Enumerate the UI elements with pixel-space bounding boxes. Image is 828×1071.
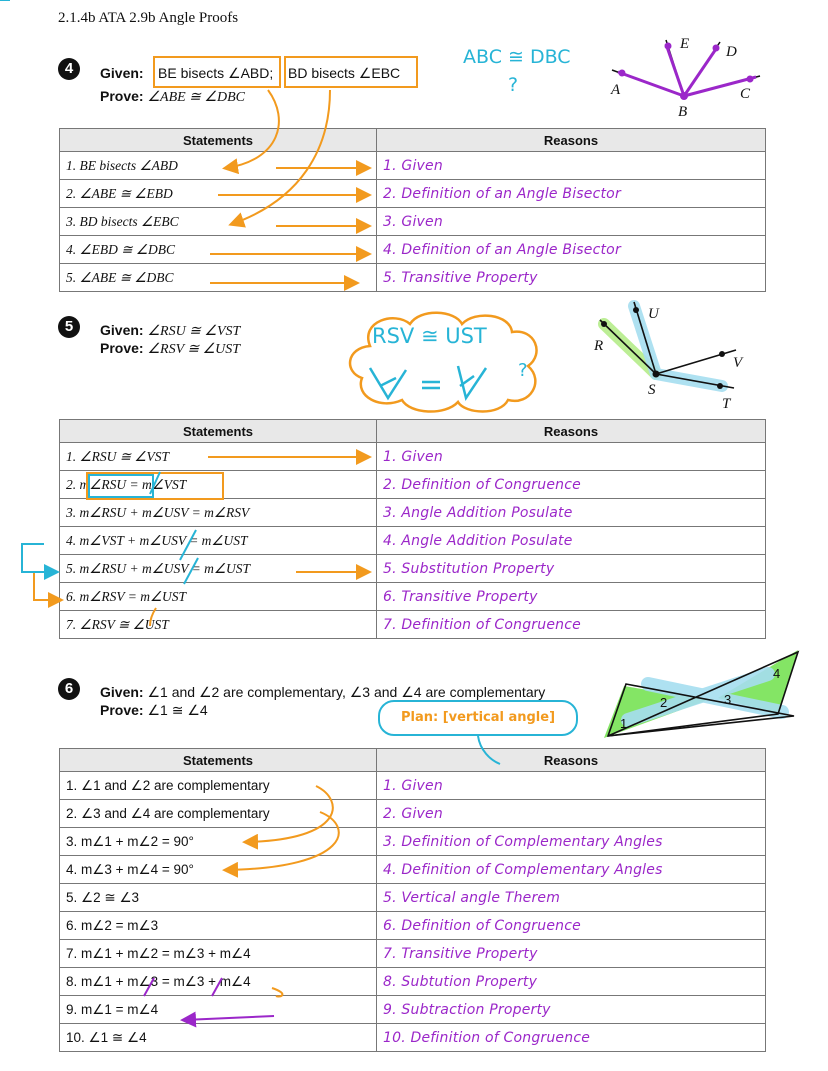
figure-angle-ebd [600, 30, 780, 125]
row-number: 4. [66, 861, 78, 877]
figure-vertical-angles [598, 648, 803, 748]
statements-header: Statements [60, 129, 377, 152]
row-number: 8. [66, 973, 78, 989]
angle-2-label: 2 [660, 695, 668, 710]
statement: m∠3 + m∠4 = 90° [81, 861, 194, 877]
row-number: 3. [66, 504, 77, 520]
point-e: E [680, 36, 690, 52]
row-number: 1. [66, 777, 78, 793]
table-row [60, 828, 766, 856]
row-number: 3. [66, 833, 78, 849]
figure-angle-rsu [590, 296, 750, 406]
table-row [60, 583, 766, 611]
point-d: D [726, 44, 737, 60]
row-number: 1. [66, 448, 77, 464]
table-row [60, 443, 766, 471]
given-6-statement: ∠1 and ∠2 are complementary, ∠3 and ∠4 are complementary [147, 684, 546, 700]
statement: m∠RSU + m∠USV = m∠RSV [79, 504, 250, 520]
statements-header: Statements [60, 749, 377, 772]
statement: ∠ABE ≅ ∠EBD [79, 185, 173, 201]
row-number: 4. [66, 532, 77, 548]
angle-4-label: 4 [773, 666, 781, 681]
point-v: V [733, 355, 743, 371]
given-label: Given: [100, 65, 144, 81]
statements-header: Statements [60, 420, 377, 443]
row-number: 7. [66, 945, 78, 961]
statement: ∠2 ≅ ∠3 [81, 889, 140, 905]
statement: m∠RSU = m∠VST [79, 476, 187, 492]
reason: 8. Subtution Property [377, 968, 766, 996]
prove-label: Prove: [100, 340, 144, 356]
statement: BD bisects ∠EBC [79, 213, 179, 229]
reason: 4. Definition of Complementary Angles [377, 856, 766, 884]
row-number: 2. [66, 805, 78, 821]
statement: m∠RSU + m∠USV = m∠UST [79, 560, 251, 576]
reason: 4. Definition of an Angle Bisector [377, 236, 766, 264]
statement: ∠3 and ∠4 are complementary [81, 805, 270, 821]
problem-6-prove [100, 700, 208, 720]
row-number: 9. [66, 1001, 78, 1017]
table-row [60, 772, 766, 800]
row-number: 2. [66, 476, 77, 492]
statement: m∠1 = m∠4 [81, 1001, 159, 1017]
reason: 5. Transitive Property [377, 264, 766, 292]
row-number: 6. [66, 588, 77, 604]
statement: m∠VST + m∠USV = m∠UST [79, 532, 248, 548]
reason: 6. Definition of Congruence [377, 912, 766, 940]
statement: ∠ABE ≅ ∠DBC [79, 269, 174, 285]
row-number: 2. [66, 185, 77, 201]
table-row [60, 912, 766, 940]
row-number: 5. [66, 889, 78, 905]
problem-5-number: 5 [58, 316, 80, 338]
reason: 6. Transitive Property [377, 583, 766, 611]
problem-4-prove [100, 86, 245, 108]
point-u: U [648, 306, 659, 322]
reason: 5. Vertical angle Therem [377, 884, 766, 912]
reason: 2. Definition of Congruence [377, 471, 766, 499]
table-row [60, 940, 766, 968]
problem-5-prove [100, 338, 240, 360]
prove-label: Prove: [100, 88, 144, 104]
table-row [60, 236, 766, 264]
statement: m∠2 = m∠3 [81, 917, 159, 933]
point-r: R [594, 338, 604, 354]
row-number: 6. [66, 917, 78, 933]
table-row [60, 1024, 766, 1052]
point-s: S [648, 382, 656, 398]
reason: 1. Given [377, 152, 766, 180]
statement: ∠EBD ≅ ∠DBC [79, 241, 176, 257]
row-number: 5. [66, 269, 77, 285]
statement: BE bisects ∠ABD [79, 157, 178, 173]
problem-4-number: 4 [58, 58, 80, 80]
cloud-question: ? [518, 360, 528, 381]
plan-bubble: Plan: [vertical angle] [378, 700, 578, 736]
prove-6-statement: ∠1 ≅ ∠4 [147, 702, 208, 718]
reason: 7. Transitive Property [377, 940, 766, 968]
reason: 3. Definition of Complementary Angles [377, 828, 766, 856]
table-row [60, 800, 766, 828]
table-row [60, 180, 766, 208]
note-abc-dbc: ABC ≅ DBC [463, 46, 571, 68]
prove-label: Prove: [100, 702, 144, 718]
table-row [60, 968, 766, 996]
reason: 7. Definition of Congruence [377, 611, 766, 639]
table-row [60, 264, 766, 292]
cloud-text: RSV ≅ UST [372, 324, 487, 348]
given-5-statement: ∠RSU ≅ ∠VST [147, 324, 241, 339]
table-row [60, 611, 766, 639]
row-number: 3. [66, 213, 77, 229]
proof-table-4 [59, 128, 766, 292]
row-number: 7. [66, 616, 77, 632]
table-row [60, 499, 766, 527]
statement: ∠RSU ≅ ∠VST [79, 448, 170, 464]
statement: m∠1 + m∠3 = m∠3 + m∠4 [81, 973, 251, 989]
statement: ∠1 ≅ ∠4 [88, 1029, 147, 1045]
note-question: ? [508, 74, 519, 96]
row-number: 10. [66, 1029, 85, 1045]
table-row [60, 856, 766, 884]
point-t: T [722, 396, 731, 412]
statement: m∠1 + m∠2 = m∠3 + m∠4 [81, 945, 251, 961]
reason: 1. Given [377, 772, 766, 800]
reason: 2. Definition of an Angle Bisector [377, 180, 766, 208]
reason: 3. Given [377, 208, 766, 236]
given-label: Given: [100, 322, 144, 338]
row-number: 1. [66, 157, 77, 173]
problem-6-number: 6 [58, 678, 80, 700]
statement: m∠1 + m∠2 = 90° [81, 833, 194, 849]
reason: 3. Angle Addition Posulate [377, 499, 766, 527]
proof-table-5 [59, 419, 766, 639]
problem-6-given [100, 682, 545, 702]
row-number: 5. [66, 560, 77, 576]
reason: 4. Angle Addition Posulate [377, 527, 766, 555]
angle-1-label: 1 [620, 716, 628, 731]
point-c: C [740, 86, 751, 102]
row-number: 4. [66, 241, 77, 257]
given-4-part2: BD bisects ∠EBC [288, 65, 401, 81]
problem-4-given [100, 63, 401, 83]
point-a: A [611, 82, 621, 98]
table-row [60, 996, 766, 1024]
table-row [60, 527, 766, 555]
table-row [60, 152, 766, 180]
reasons-header: Reasons [377, 749, 766, 772]
table-row [60, 555, 766, 583]
highlight-box-orange [86, 472, 224, 500]
angle-3-label: 3 [724, 692, 732, 707]
table-row [60, 884, 766, 912]
given-label: Given: [100, 684, 144, 700]
statement: ∠1 and ∠2 are complementary [81, 777, 270, 793]
reason: 5. Substitution Property [377, 555, 766, 583]
reasons-header: Reasons [377, 129, 766, 152]
given-4-part1: BE bisects ∠ABD; [158, 65, 274, 81]
point-b: B [678, 104, 688, 120]
reasons-header: Reasons [377, 420, 766, 443]
prove-4-statement: ∠ABE ≅ ∠DBC [147, 90, 245, 105]
reason: 2. Given [377, 800, 766, 828]
reason: 1. Given [377, 443, 766, 471]
reason: 10. Definition of Congruence [377, 1024, 766, 1052]
statement: m∠RSV = m∠UST [79, 588, 187, 604]
statement: ∠RSV ≅ ∠UST [79, 616, 169, 632]
proof-table-6 [59, 748, 766, 1052]
table-row [60, 208, 766, 236]
reason: 9. Subtraction Property [377, 996, 766, 1024]
prove-5-statement: ∠RSV ≅ ∠UST [147, 342, 241, 357]
worksheet-title: 2.1.4b ATA 2.9b Angle Proofs [58, 10, 239, 26]
